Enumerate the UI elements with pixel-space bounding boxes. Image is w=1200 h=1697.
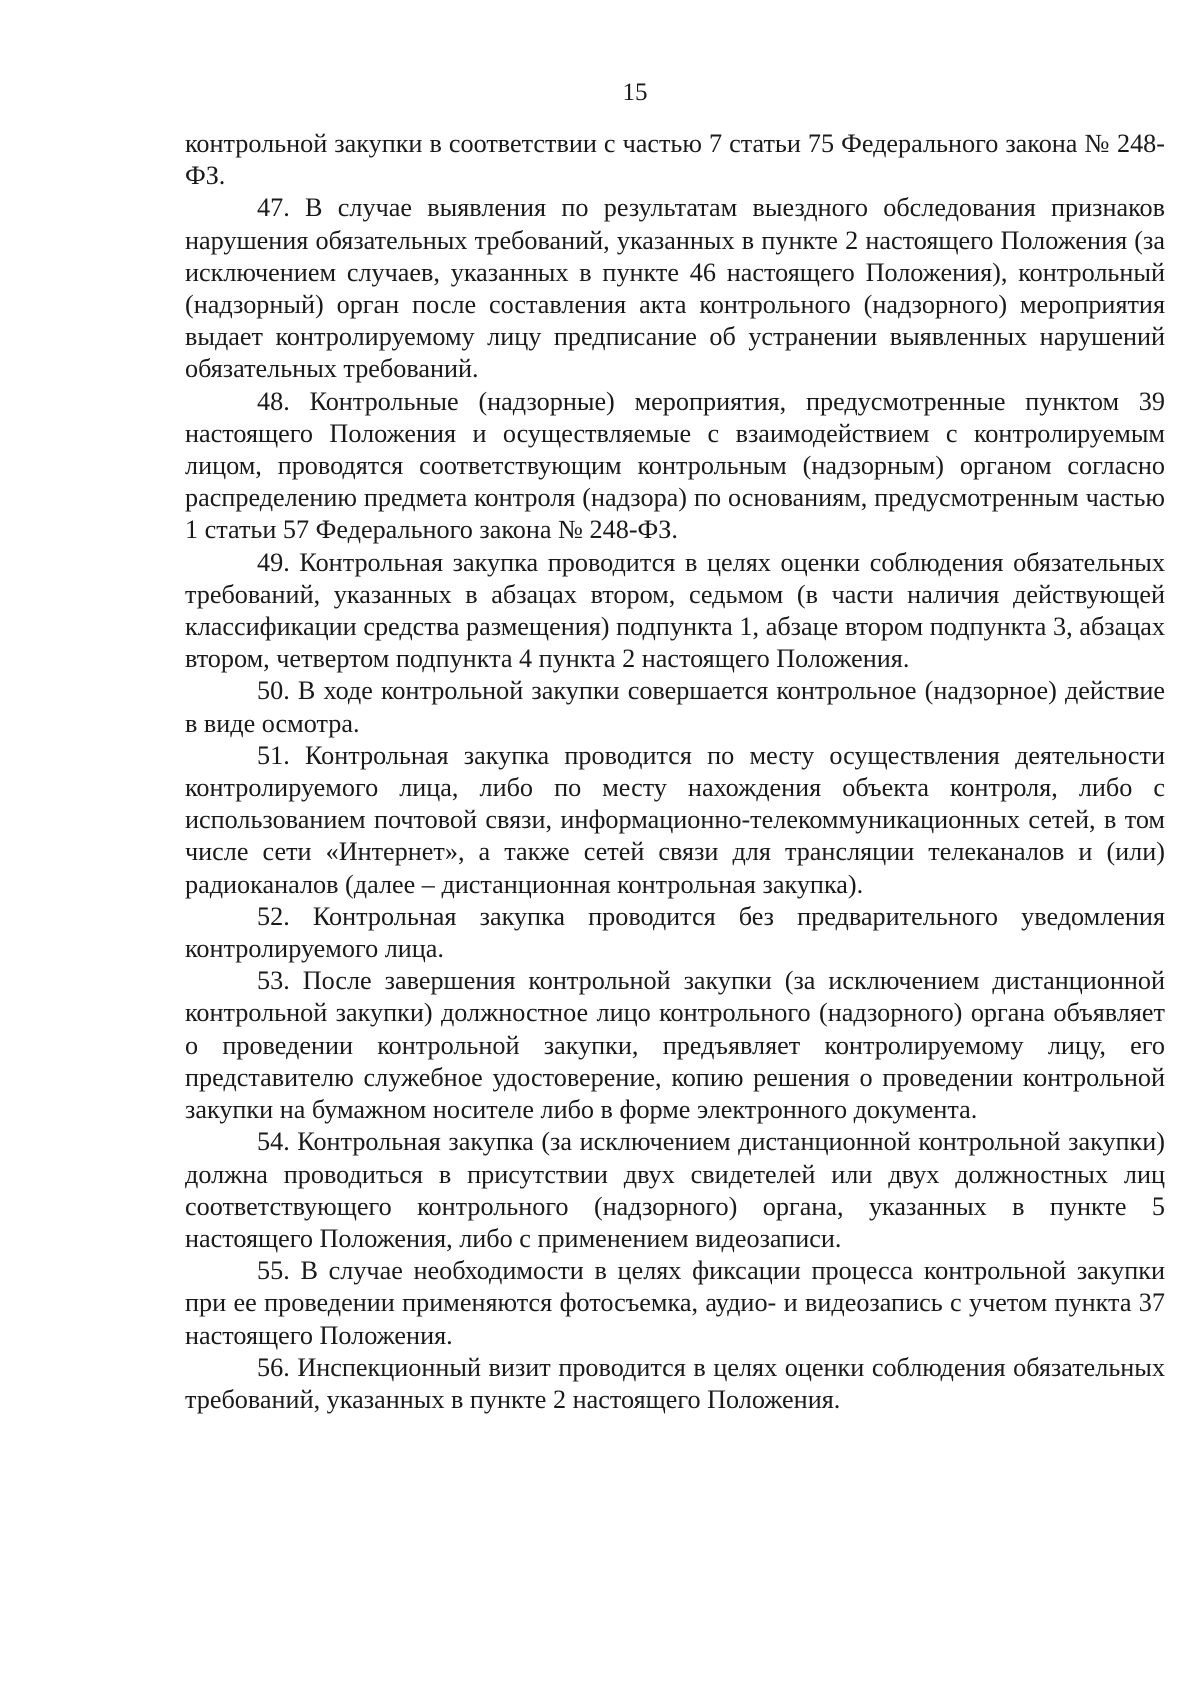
paragraph-49: 49. Контрольная закупка проводится в целях оценки соблюдения обязательных требований, указанных в абзацах втором, седьмом (в части наличия действующей классификации средства размещения) подпункта 1, абзаце втором подпункта 3, абзацах втором, четвертом подпункта 4 пункта 2 настоящего Положения.: [185, 547, 1165, 674]
paragraph-48: 48. Контрольные (надзорные) мероприятия, предусмотренные пунктом 39 настоящего Положения и осуществляемые с взаимодействием с контролируемым лицом, проводятся соответствующим контрольным (надзорным) органом согласно распределению предмета контроля (надзора) по основаниям, предусмотренным частью 1 статьи 57 Федерального закона № 248-ФЗ.: [185, 386, 1165, 545]
page-number: 15: [622, 79, 648, 106]
document-body: [185, 128, 1165, 1416]
paragraph-52: 52. Контрольная закупка проводится без предварительного уведомления контролируемого лица.: [185, 901, 1165, 964]
paragraph-51: 51. Контрольная закупка проводится по месту осуществления деятельности контролируемого лица, либо по месту нахождения объекта контроля, либо с использованием почтовой связи, информационно-телекоммуникационных сетей, в том числе сети «Интернет», а также сетей связи для трансляции телеканалов и (или) радиоканалов (далее – дистанционная контрольная закупка).: [185, 740, 1165, 899]
paragraph-47: 47. В случае выявления по результатам выездного обследования признаков нарушения обязательных требований, указанных в пункте 2 настоящего Положения (за исключением случаев, указанных в пункте 46 настоящего Положения), контрольный (надзорный) орган после составления акта контрольного (надзорного) мероприятия выдает контролируемому лицу предписание об устранении выявленных нарушений обязательных требований.: [185, 193, 1165, 384]
paragraph-56: 56. Инспекционный визит проводится в целях оценки соблюдения обязательных требований, указанных в пункте 2 настоящего Положения.: [185, 1352, 1165, 1414]
paragraph-55: 55. В случае необходимости в целях фиксации процесса контрольной закупки при ее проведении применяются фотосъемка, аудио- и видеозапись с учетом пункта 37 настоящего Положения.: [185, 1256, 1165, 1350]
paragraph-continuation: контрольной закупки в соответствии с частью 7 статьи 75 Федерального закона № 248-ФЗ.: [185, 129, 1165, 191]
paragraph-53: 53. После завершения контрольной закупки (за исключением дистанционной контрольной закупки) должностное лицо контрольного (надзорного) органа объявляет о проведении контрольной закупки, предъявляет контролируемому лицу, его представителю служебное удостоверение, копию решения о проведении контрольной закупки на бумажном носителе либо в форме электронного документа.: [185, 966, 1165, 1125]
paragraph-50: 50. В ходе контрольной закупки совершается контрольное (надзорное) действие в виде осмотра.: [185, 676, 1165, 738]
paragraph-54: 54. Контрольная закупка (за исключением дистанционной контрольной закупки) должна проводиться в присутствии двух свидетелей или двух должностных лиц соответствующего контрольного (надзорного) органа, указанных в пункте 5 настоящего Положения, либо с применением видеозаписи.: [185, 1127, 1165, 1253]
